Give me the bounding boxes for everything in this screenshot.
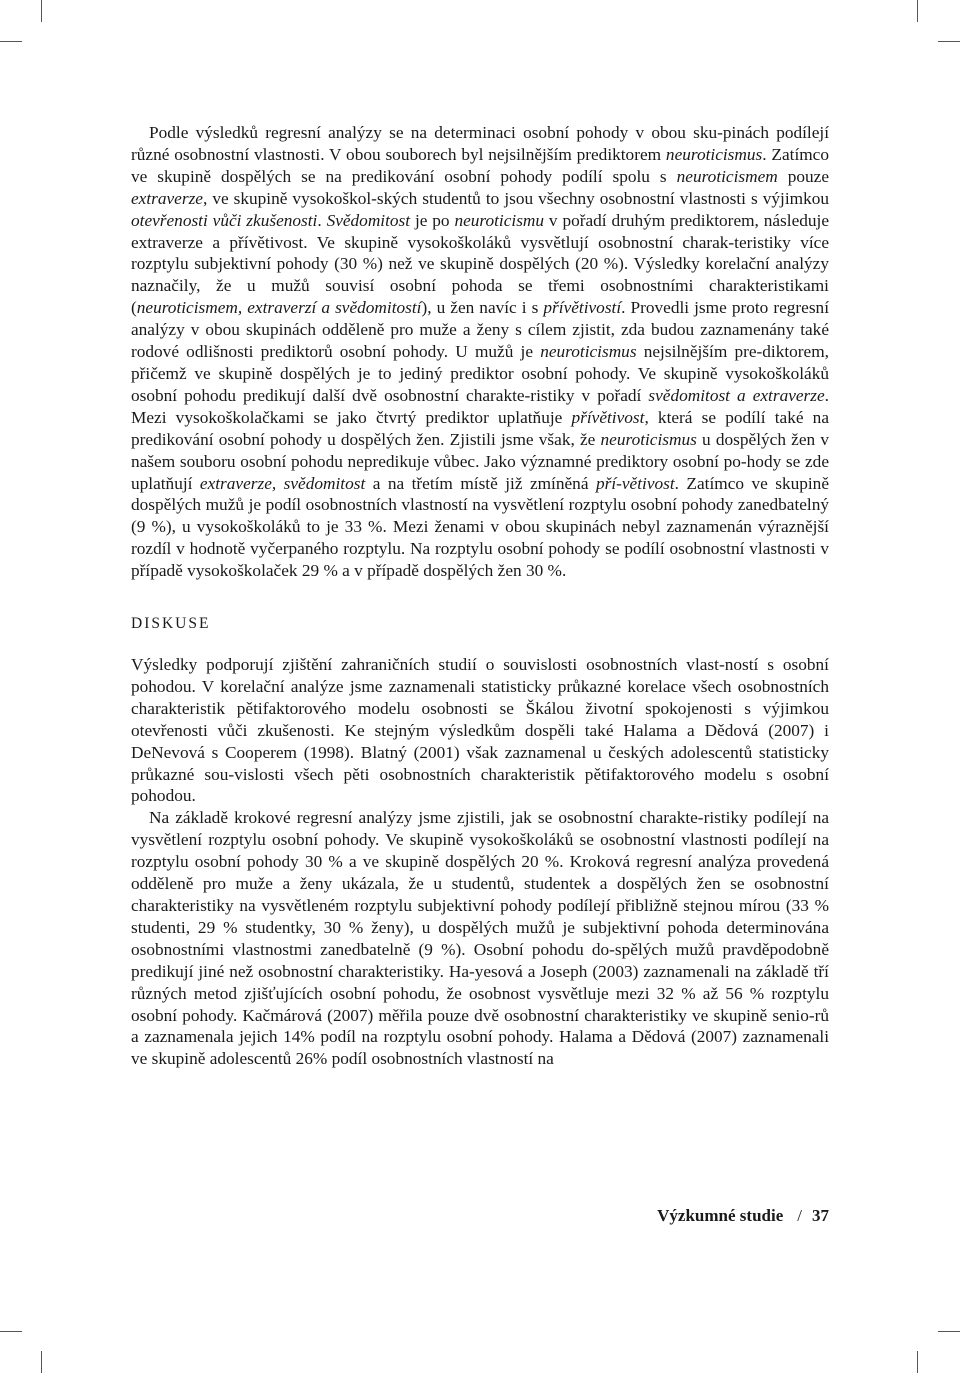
text-span: . Zatímco ve skupině dospělých mužů je podíl osobnostních vlastností na vysvětlení rozptylu osobní pohody zanedbatelný (9 %), u vysokoškoláků to je 33 %. Mezi ženami v obou skupinách nebyl zaznamenán výraznější rozdíl v hodnotě vyčerpaného rozptylu. Na rozptylu osobní pohody se podílí osobnostní vlastnosti v případě vysokoškolaček 29 % a v případě dospělých žen 30 %. [131,473,829,581]
crop-mark [917,1351,918,1373]
text-span: u dospělých žen v našem souboru osobní pohodu nepredikuje vůbec. Jako významné prediktory osobní po-hody se zde uplatňují [131,429,829,493]
crop-mark [41,1351,42,1373]
text-span: . [317,210,327,230]
italic-term: otevřenosti vůči zkušenosti [131,210,318,230]
section-heading: DISKUSE [131,615,211,633]
text-span: , která se podílí také na predikování osobní pohody u dospělých žen. Zjistili jsme však, že [131,407,829,449]
crop-mark [0,1331,22,1332]
text-span: . Mezi vysokoškolačkami se jako čtvrtý prediktor uplatňuje [131,385,829,427]
italic-term: neuroticismu [454,210,545,230]
text-span: a na třetím místě již zmíněná [365,473,596,493]
footer-separator: / [797,1206,802,1225]
italic-term: neuroticismus [540,342,637,362]
running-section-title: Výzkumné studie [657,1206,784,1225]
crop-mark [41,0,42,22]
results-paragraph [131,122,829,582]
crop-mark [938,41,960,42]
text-span: . Zatímco ve skupině dospělých se na predikování osobní pohody podílí spolu s [131,144,829,186]
text-span: . Provedli jsme proto regresní analýzy v obou skupinách odděleně pro muže a ženy s cílem zjistit, zda budou zaznamenány také rodové odlišnosti prediktorů osobní pohody. U mužů je [131,298,829,362]
italic-term: neuroticismus [600,429,697,449]
text-span: je po [410,210,455,230]
italic-term: přívětivost [571,407,645,427]
crop-mark [938,1331,960,1332]
text-span: v pořadí druhým prediktorem, následuje extraverze a přívětivost. Ve skupině vysokoškoláků vysvětlují osobnostní charak-teristiky více rozptylu subjektivní pohody (30 %) než ve skupině dospělých (20 %). Výsledky korelační analýzy naznačily, že u mužů souvisí osobní pohoda se třemi osobnostními charakteristikami ( [131,210,830,318]
italic-term: neuroticismus [665,144,763,164]
italic-term: extraverze [131,188,203,208]
text-span: nejsilnějším pre-diktorem, přičemž ve skupině dospělých je to jediný prediktor osobní pohody. Ve skupině vysokoškoláků osobní pohodu predikují další dvě osobnostní charakte-ristiky v pořadí [131,342,829,405]
text-span: ), u žen navíc i s [421,298,544,318]
page-body [131,122,829,1070]
italic-term: svědomitost a extraverze [648,385,825,405]
italic-term: pří-větivost [595,473,675,493]
page-footer [657,1206,829,1226]
discussion-paragraph: Na základě krokové regresní analýzy jsme zjistili, jak se osobnostní charakte-ristiky podílejí na vysvětlení rozptylu osobní pohody. Ve skupině vysokoškoláků se osobnostní vlastnosti podílejí na rozptylu osobní pohody 30 % a ve skupině dospělých 20 %. Kroková regresní analýza provedená odděleně pro muže a ženy ukázala, že u studentů, studentek a dospělých žen se osobnostní charakteristiky na vysvětleném rozptylu subjektivní pohody podílejí přibližně stejnou mírou (33 % studenti, 29 % studentky, 30 % ženy), u dospělých mužů je subjektivní pohoda determinována osobnostními vlastnostmi zanedbatelně (9 %). Osobní pohodu do-spělých mužů pravděpodobně predikují jiné než osobnostní charakteristiky. Ha-yesová a Joseph (2003) zaznamenali na základě tří různých metod zjišťujících osobní pohodu, že osobnost vysvětluje mezi 32 % až 56 % rozptylu osobní pohody. Kačmárová (2007) měřila pouze dvě osobnostní charakteristiky ve skupině senio-rů a zaznamenala jejich 14% podíl na rozptylu osobní pohody. Halama a Dědová (2007) zaznamenali ve skupině adolescentů 26% podíl osobnostních vlastností na [131,808,829,1069]
text-span: , ve skupině vysokoškol-ských studentů to jsou všechny osobnostní vlastnosti s výjimkou [202,188,829,208]
italic-term: neuroticismem, extraverzí a svědomitostí [136,298,422,318]
italic-term: Svědomitost [326,210,411,230]
italic-term: přívětivostí [543,298,622,318]
text-span: pouze [777,166,829,186]
crop-mark [0,41,22,42]
page-number: 37 [812,1206,829,1225]
text-span: Podle výsledků regresní analýzy se na determinaci osobní pohody v obou sku-pinách podílejí různé osobnostní vlastnosti. V obou souborech byl nejsilnějším prediktorem [131,123,829,164]
italic-term: neuroticismem [676,166,778,186]
discussion-paragraph: Výsledky podporují zjištění zahraničních studií o souvislosti osobnostních vlast-ností s osobní pohodou. V korelační analýze jsme zaznamenali statisticky průkazné korelace všech osobnostních charakteristik pětifaktorového modelu osobnosti se Škálou životní spokojenosti s výjimkou otevřenosti vůči zkušenosti. Ke stejným výsledkům dospěli také Halama a Dědová (2007) i DeNevová s Cooperem (1998). Blatný (2001) však zaznamenal u českých adolescentů statisticky průkazné sou-vislosti všech pěti osobnostních charakteristik pětifaktorového modelu s osobní pohodou. [131,655,829,806]
crop-mark [917,0,918,22]
italic-term: extraverze, svědomitost [199,473,366,493]
